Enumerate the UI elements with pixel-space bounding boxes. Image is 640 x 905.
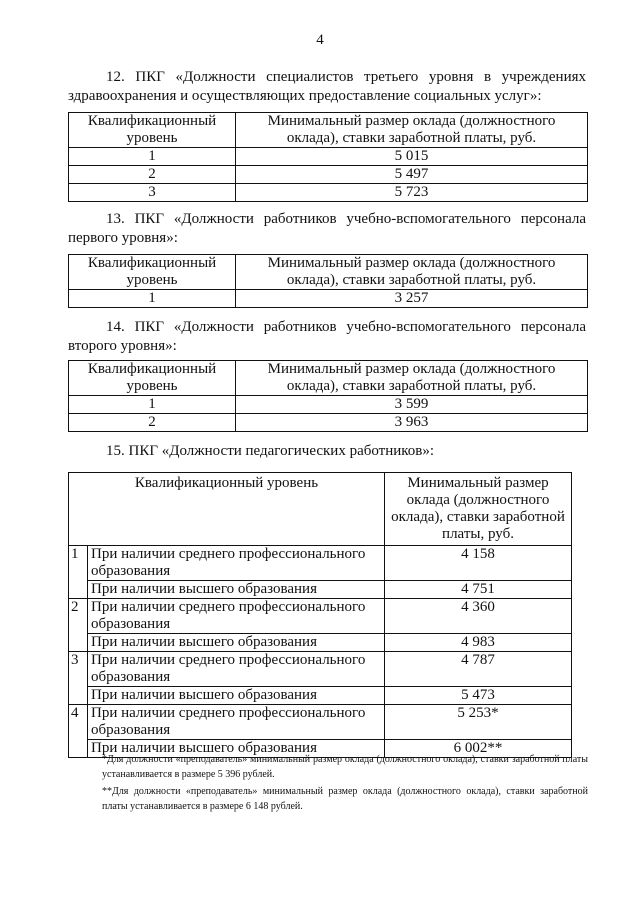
col-level-header: Квалификационный уровень [69, 255, 236, 290]
table-row [69, 705, 572, 740]
level-cell: 2 [69, 414, 236, 432]
col-salary-header: Минимальный размер оклада (должностного оклада), ставки заработной платы, руб. [236, 361, 588, 396]
salary-cell: 6 002** [385, 740, 572, 758]
salary-cell: 5 473 [385, 687, 572, 705]
salary-cell: 3 963 [236, 414, 588, 432]
education-cell: При наличии среднего профессионального образования [88, 599, 385, 634]
salary-cell: 3 257 [236, 290, 588, 308]
col-salary-header: Минимальный размер оклада (должностного оклада), ставки заработной платы, руб. [236, 113, 588, 148]
col-salary-header: Минимальный размер оклада (должностного оклада), ставки заработной платы, руб. [236, 255, 588, 290]
education-cell: При наличии высшего образования [88, 740, 385, 758]
table-row [69, 166, 588, 184]
salary-cell: 5 253* [385, 705, 572, 740]
section-12-title: 12. ПКГ «Должности специалистов третьего уровня в учреждениях здравоохранения и осуществляющих предоставление социальных услуг»: [68, 69, 586, 104]
education-cell: При наличии среднего профессионального образования [88, 546, 385, 581]
level-cell: 1 [69, 290, 236, 308]
table-row [69, 396, 588, 414]
level-cell: 1 [69, 546, 88, 599]
footnotes [68, 752, 588, 814]
table-row [69, 290, 588, 308]
table-row [69, 414, 588, 432]
table-row [69, 148, 588, 166]
salary-cell: 5 723 [236, 184, 588, 202]
salary-cell: 4 360 [385, 599, 572, 634]
col-salary-header: Минимальный размер оклада (должностного оклада), ставки заработной платы, руб. [385, 473, 572, 546]
section-12-table [68, 112, 588, 202]
salary-cell: 4 158 [385, 546, 572, 581]
salary-cell: 5 497 [236, 166, 588, 184]
salary-cell: 3 599 [236, 396, 588, 414]
table-header-row [69, 255, 588, 290]
table-row [69, 599, 572, 634]
section-13-table [68, 254, 588, 308]
level-cell: 1 [69, 148, 236, 166]
table-row [69, 184, 588, 202]
level-cell: 1 [69, 396, 236, 414]
education-cell: При наличии высшего образования [88, 634, 385, 652]
level-cell: 3 [69, 184, 236, 202]
footnote-2: **Для должности «преподаватель» минимальный размер оклада (должностного оклада), ставки заработной платы устанавливается в размере 6 148 рублей. [102, 786, 588, 812]
level-cell: 3 [69, 652, 88, 705]
salary-cell: 4 751 [385, 581, 572, 599]
section-14-title: 14. ПКГ «Должности работников учебно-вспомогательного персонала второго уровня»: [68, 319, 586, 354]
section-13-title: 13. ПКГ «Должности работников учебно-вспомогательного персонала первого уровня»: [68, 211, 586, 246]
table-header-row [69, 473, 572, 546]
salary-cell: 4 983 [385, 634, 572, 652]
section-15-title: 15. ПКГ «Должности педагогических работников»: [106, 443, 435, 459]
salary-cell: 5 015 [236, 148, 588, 166]
section-15-table [68, 472, 572, 758]
section-14-table [68, 360, 588, 432]
table-row [69, 652, 572, 687]
level-cell: 4 [69, 705, 88, 758]
education-cell: При наличии высшего образования [88, 687, 385, 705]
level-cell: 2 [69, 599, 88, 652]
education-cell: При наличии высшего образования [88, 581, 385, 599]
col-level-header: Квалификационный уровень [69, 361, 236, 396]
footnote-1: *Для должности «преподаватель» минимальный размер оклада (должностного оклада), ставки заработной платы устанавливается в размере 5 396 рублей. [102, 754, 588, 780]
education-cell: При наличии среднего профессионального образования [88, 705, 385, 740]
col-level-header: Квалификационный уровень [69, 113, 236, 148]
table-row [69, 687, 572, 705]
salary-cell: 4 787 [385, 652, 572, 687]
page-number: 4 [316, 32, 324, 48]
table-row [69, 581, 572, 599]
level-cell: 2 [69, 166, 236, 184]
table-row [69, 546, 572, 581]
table-header-row [69, 113, 588, 148]
table-header-row [69, 361, 588, 396]
education-cell: При наличии среднего профессионального образования [88, 652, 385, 687]
col-level-header: Квалификационный уровень [69, 473, 385, 546]
table-row [69, 634, 572, 652]
